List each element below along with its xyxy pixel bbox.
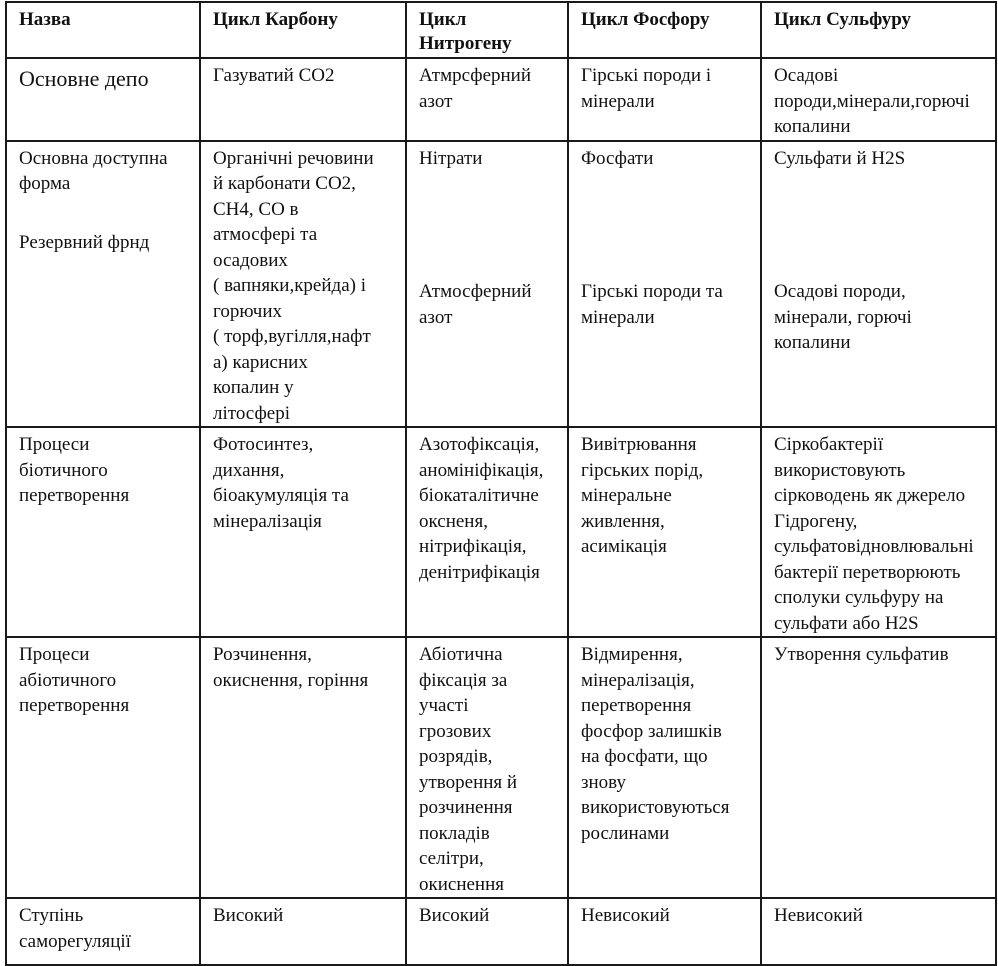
row-label-available-form: [6, 141, 200, 428]
table-row-self-regulation: [6, 898, 996, 965]
header-sulfur-cycle: Цикл Сульфуру: [761, 2, 996, 58]
table-header-row: [6, 2, 996, 58]
header-nitrogen-cycle: Цикл Нитрогену: [406, 2, 568, 58]
header-carbon-cycle: Цикл Карбону: [200, 2, 406, 58]
cell-phosphorus-selfreg: Невисокий: [568, 898, 761, 965]
nitrogen-main-form: Нітрати: [419, 147, 483, 169]
cell-carbon-selfreg: Високий: [200, 898, 406, 965]
cell-phosphorus-form: [568, 141, 761, 428]
sulfur-reserve-fund: Осадові породи, мінерали, горючі копалини: [774, 281, 912, 353]
cell-phosphorus-biotic: Вивітрювання гірських порід, мінеральне живлення, асимікація: [568, 427, 761, 637]
phosphorus-reserve-fund: Гірські породи та мінерали: [581, 281, 723, 328]
table-row-main-depot: [6, 58, 996, 141]
table-row-available-form: [6, 141, 996, 428]
cell-sulfur-selfreg: Невисокий: [761, 898, 996, 965]
row-label-abiotic: Процеси абіотичного перетворення: [6, 637, 200, 898]
cell-carbon-depot: Газуватий СО2: [200, 58, 406, 141]
cell-nitrogen-biotic: Азотофіксація, аномініфікація, біокаталітичне оксненя, нітрифікація, денітрифікація: [406, 427, 568, 637]
cell-sulfur-form: [761, 141, 996, 428]
row-label-biotic: Процеси біотичного перетворення: [6, 427, 200, 637]
cell-phosphorus-abiotic: Відмирення, мінералізація, перетворення фосфор залишків на фосфати, що знову використовуються рослинами: [568, 637, 761, 898]
label-reserve-fund: Резервний фрнд: [19, 231, 150, 253]
cell-carbon-abiotic: Розчинення, окиснення, горіння: [200, 637, 406, 898]
cell-carbon-biotic: Фотосинтез, дихання, біоакумуляція та мінералізація: [200, 427, 406, 637]
table-row-abiotic-processes: [6, 637, 996, 898]
sulfur-main-form: Сульфати й H2S: [774, 147, 906, 169]
row-label-main-depot: Основне депо: [6, 58, 200, 141]
row-label-self-regulation: Ступінь саморегуляції: [6, 898, 200, 965]
cell-phosphorus-depot: Гірські породи і мінерали: [568, 58, 761, 141]
cell-nitrogen-abiotic: Абіотична фіксація за участі грозових розрядів, утворення й розчинення покладів селітри, окиснення: [406, 637, 568, 898]
phosphorus-main-form: Фосфати: [581, 147, 654, 169]
cycles-table-wrapper: [5, 1, 995, 952]
cell-nitrogen-selfreg: Високий: [406, 898, 568, 965]
header-phosphorus-cycle: Цикл Фосфору: [568, 2, 761, 58]
biogeochemical-cycles-table: [5, 1, 997, 966]
cell-nitrogen-depot: Атмрсферний азот: [406, 58, 568, 141]
table-row-biotic-processes: [6, 427, 996, 637]
label-main-form: Основна доступна форма: [19, 147, 168, 194]
cell-nitrogen-form: [406, 141, 568, 428]
header-name: Назва: [6, 2, 200, 58]
cell-sulfur-biotic: Сіркобактерії використовують сірководень як джерело Гідрогену, сульфатовідновлювальні бактерії перетворюють сполуки сульфуру на сульфати або H2S: [761, 427, 996, 637]
nitrogen-reserve-fund: Атмосферний азот: [419, 281, 532, 328]
cell-sulfur-depot: Осадові породи,мінерали,горючі копалини: [761, 58, 996, 141]
cell-carbon-form: Органічні речовини й карбонати СО2, СН4, СО в атмосфері та осадових ( вапняки,крейда) і горючих ( торф,вугілля,нафт а) карисних копалин у літосфері: [200, 141, 406, 428]
cell-sulfur-abiotic: Утворення сульфатив: [761, 637, 996, 898]
